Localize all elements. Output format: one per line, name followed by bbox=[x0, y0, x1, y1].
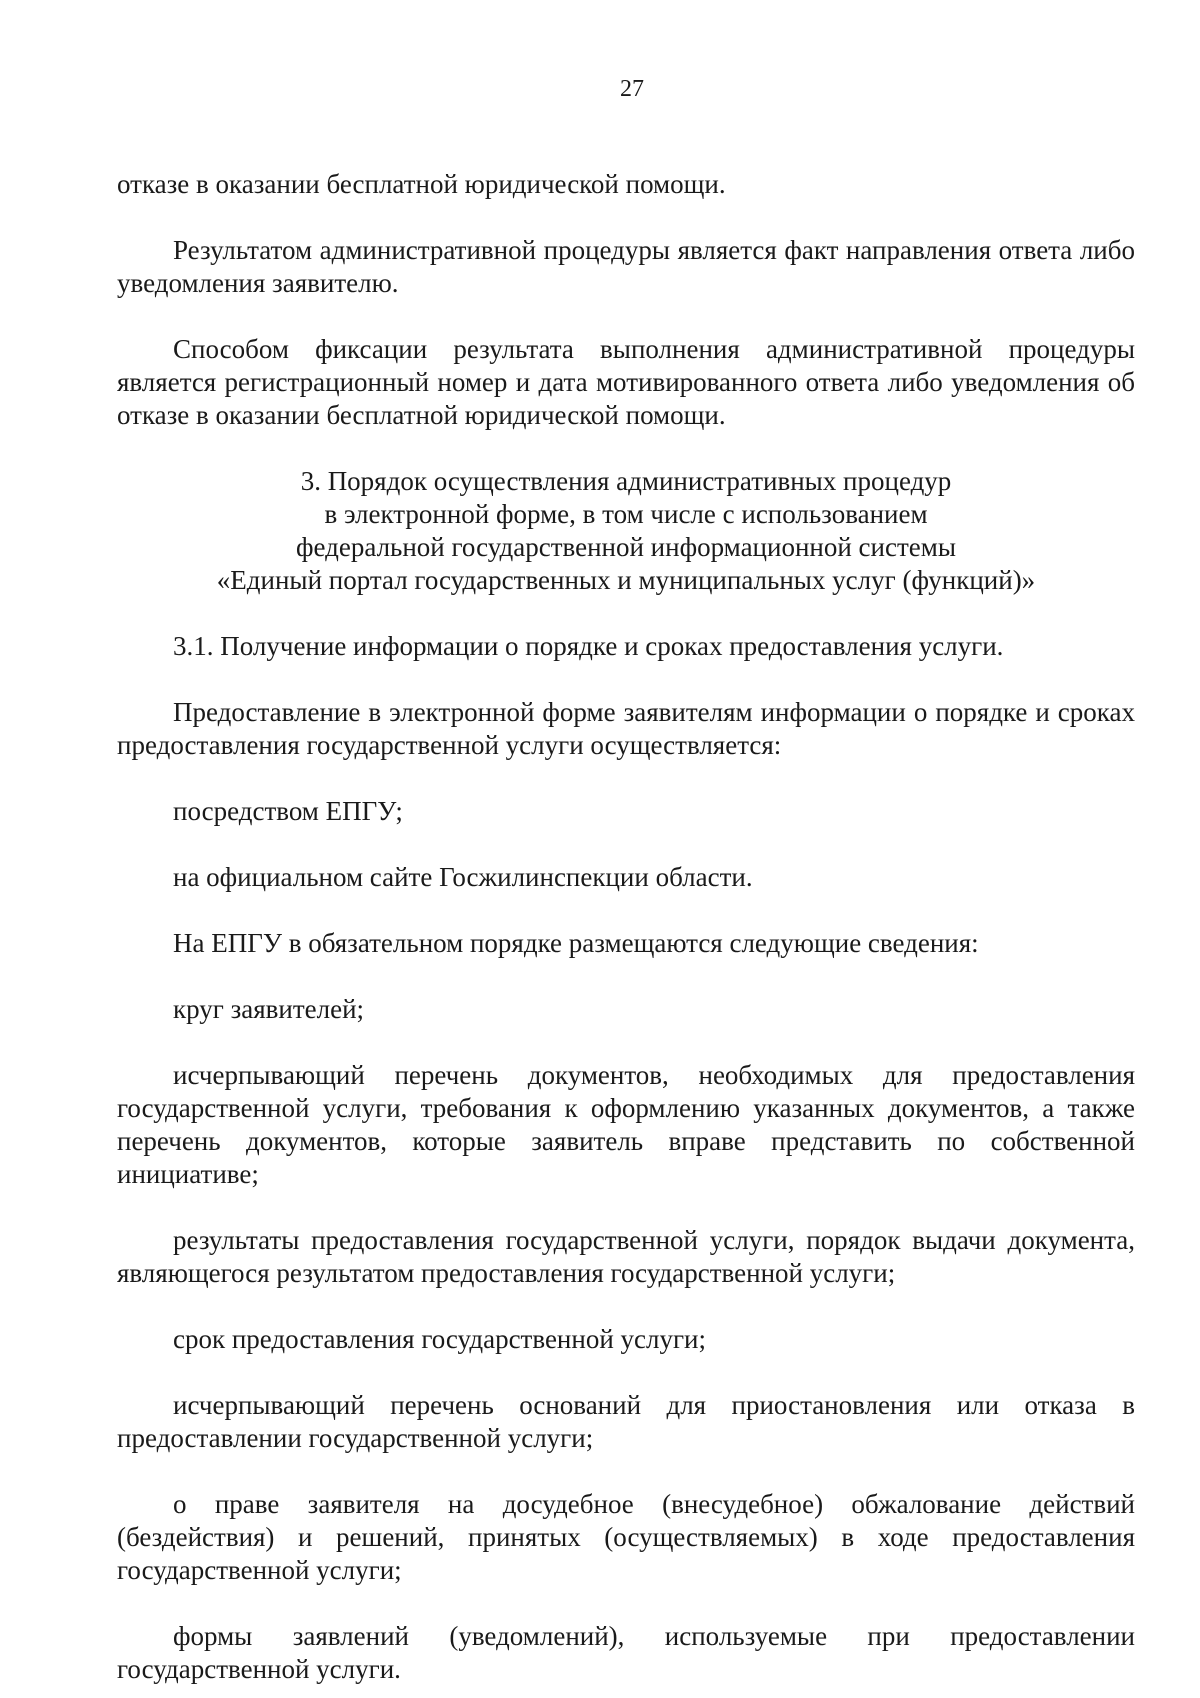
section-heading-line: 3. Порядок осуществления административных процедур bbox=[300, 466, 952, 496]
paragraph-fixation: Способом фиксации результата выполнения административной процедуры является регистрационный номер и дата мотивированного ответа либо уведомления об отказе в оказании бесплатной юридической помощи. bbox=[117, 334, 1135, 430]
page-number: 27 bbox=[620, 76, 644, 102]
list-item: на официальном сайте Госжилинспекции области. bbox=[173, 862, 753, 892]
paragraph: Предоставление в электронной форме заявителям информации о порядке и сроках предоставления государственной услуги осуществляется: bbox=[117, 697, 1135, 760]
document-body bbox=[117, 168, 1135, 1686]
list-item: формы заявлений (уведомлений), используемые при предоставлении государственной услуги. bbox=[117, 1621, 1135, 1684]
paragraph: На ЕПГУ в обязательном порядке размещаются следующие сведения: bbox=[173, 928, 979, 958]
section-heading bbox=[117, 465, 1135, 597]
list-item: посредством ЕПГУ; bbox=[173, 796, 403, 826]
paragraph-result: Результатом административной процедуры является факт направления ответа либо уведомления заявителю. bbox=[117, 235, 1135, 298]
subsection-title: 3.1. Получение информации о порядке и сроках предоставления услуги. bbox=[173, 631, 1004, 661]
list-item: о праве заявителя на досудебное (внесудебное) обжалование действий (бездействия) и решений, принятых (осуществляемых) в ходе предоставления государственной услуги; bbox=[117, 1489, 1135, 1585]
list-item: срок предоставления государственной услуги; bbox=[173, 1324, 707, 1354]
section-heading-line: «Единый портал государственных и муниципальных услуг (функций)» bbox=[216, 565, 1036, 595]
paragraph-continuation: отказе в оказании бесплатной юридической помощи. bbox=[117, 169, 726, 199]
list-item: исчерпывающий перечень оснований для приостановления или отказа в предоставлении государственной услуги; bbox=[117, 1390, 1135, 1453]
list-item: круг заявителей; bbox=[173, 994, 365, 1024]
list-item: результаты предоставления государственной услуги, порядок выдачи документа, являющегося результатом предоставления государственной услуги; bbox=[117, 1225, 1135, 1288]
section-heading-line: в электронной форме, в том числе с использованием bbox=[324, 499, 928, 529]
list-item: исчерпывающий перечень документов, необходимых для предоставления государственной услуги, требования к оформлению указанных документов, а также перечень документов, которые заявитель вправе представить по собственной инициативе; bbox=[117, 1060, 1135, 1189]
section-heading-line: федеральной государственной информационной системы bbox=[296, 532, 956, 562]
